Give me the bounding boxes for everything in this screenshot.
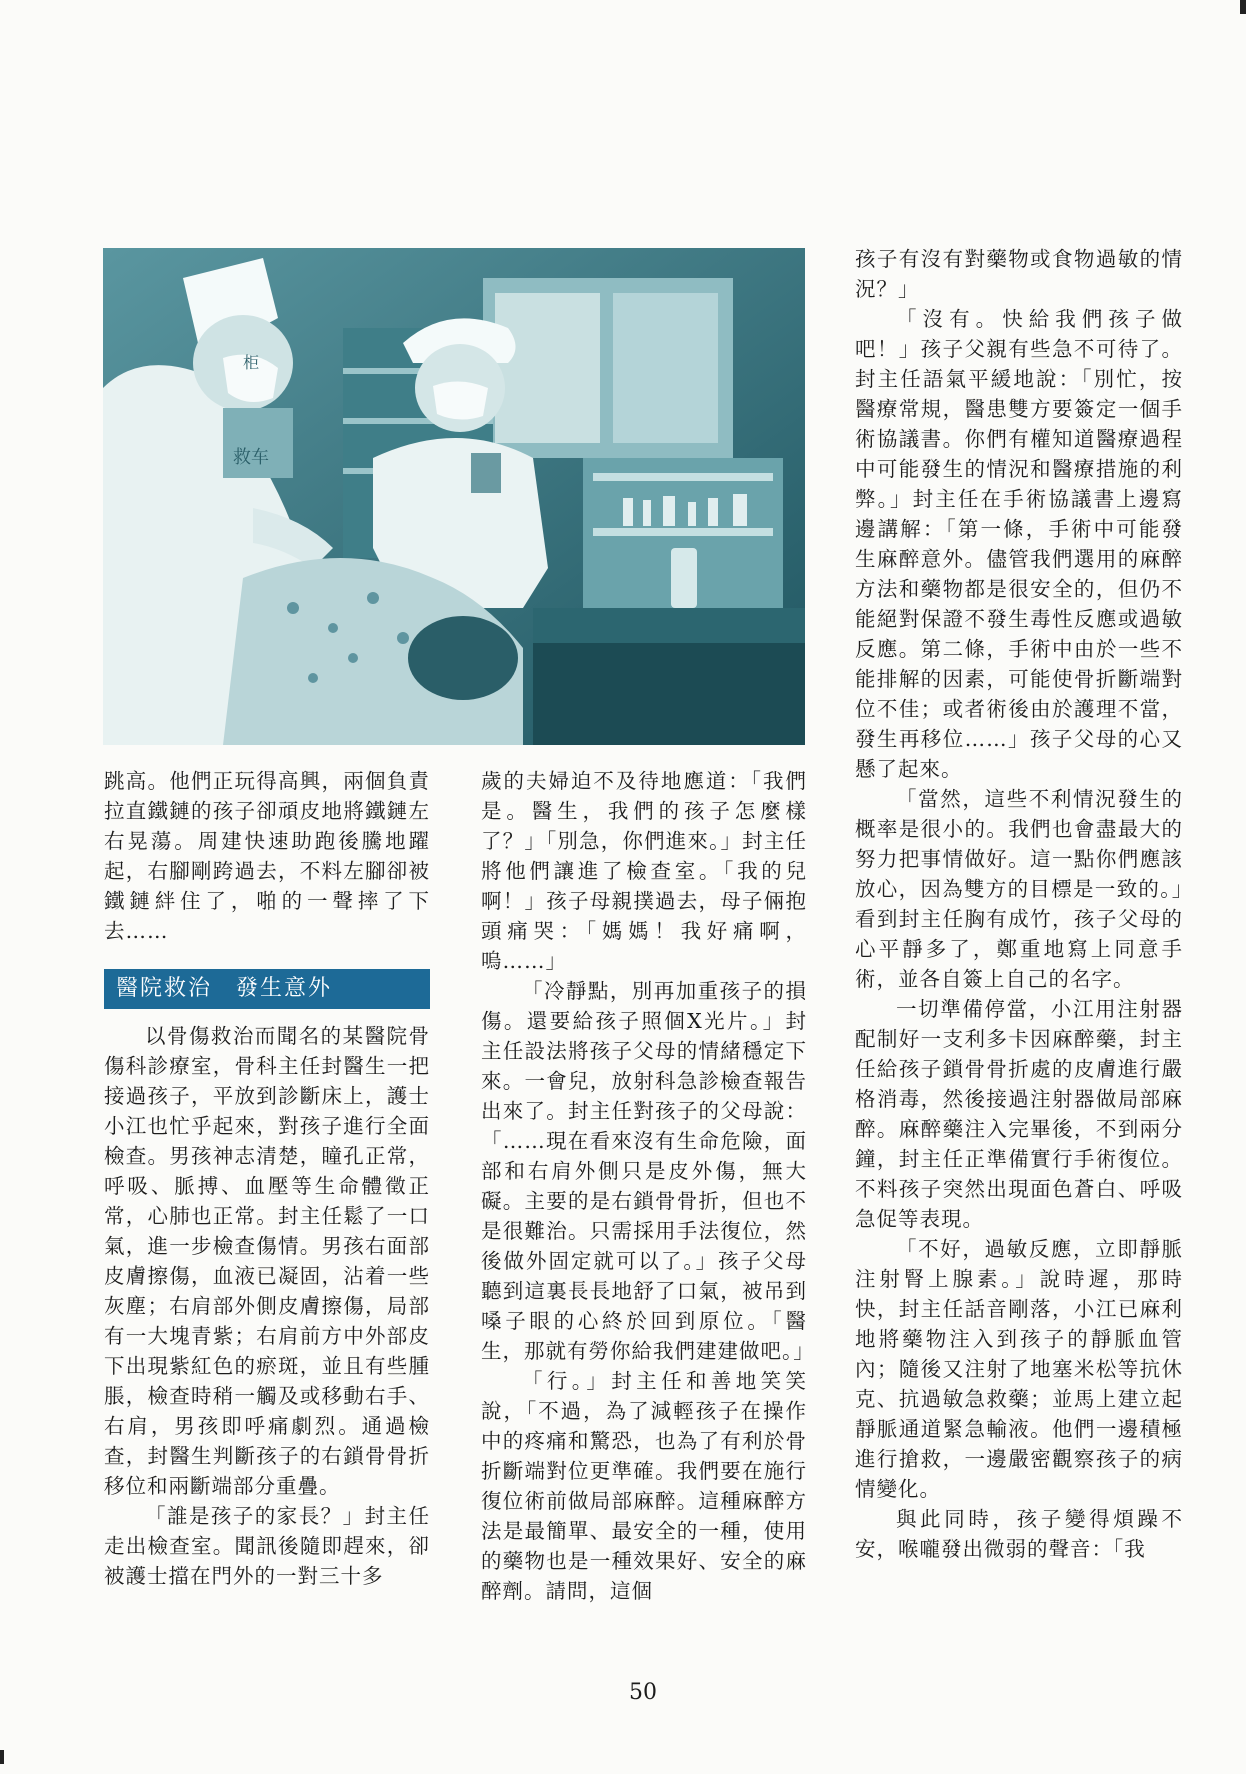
text-column-3 — [855, 244, 1183, 1564]
paragraph: 「行。」封主任和善地笑笑說，「不過，為了減輕孩子在操作中的疼痛和驚恐，也為了有利於骨折斷端對位更準確。我們要在施行復位術前做局部麻醉。這種麻醉方法是最簡單、最安全的一種，使用的藥物也是一種效果好、安全的麻醉劑。請問，這個 — [481, 1369, 807, 1603]
section-heading: 醫院救治 發生意外 — [104, 969, 430, 1009]
paragraph: 「冷靜點，別再加重孩子的損傷。還要給孩子照個X光片。」封主任設法將孩子父母的情緒穩定下來。一會兒，放射科急診檢查報告出來了。封主任對孩子的父母說：「……現在看來沒有生命危險，面部和右肩外側只是皮外傷，無大礙。主要的是右鎖骨骨折，但也不是很難治。只需採用手法復位，然後做外固定就可以了。」孩子父母聽到這裏長長地舒了口氣，被吊到嗓子眼的心終於回到原位。「醫生，那就有勞你給我們建建做吧。」 — [481, 979, 815, 1363]
paragraph: 「不好，過敏反應，立即靜脈注射腎上腺素。」說時遲，那時快，封主任話音剛落，小江已麻利地將藥物注入到孩子的靜脈血管內；隨後又注射了地塞米松等抗休克、抗過敏急救藥；並馬上建立起靜脈通道緊急輸液。他們一邊積極進行搶救，一邊嚴密觀察孩子的病情變化。 — [855, 1237, 1183, 1501]
paragraph: 歲的夫婦迫不及待地應道：「我們是。醫生，我們的孩子怎麼樣了？」「別急，你們進來。」封主任將他們讓進了檢查室。「我的兒啊！」孩子母親撲過去，母子倆抱頭痛哭：「媽媽！我好痛啊，嗚……」 — [481, 769, 807, 973]
edge-crop-mark-bottom — [0, 1750, 4, 1764]
cabinet-label-text: 柜 — [243, 353, 260, 372]
paragraph: 以骨傷救治而聞名的某醫院骨傷科診療室，骨科主任封醫生一把接過孩子，平放到診斷床上，護士小江也忙乎起來，對孩子進行全面檢查。男孩神志清楚，瞳孔正常，呼吸、脈搏、血壓等生命體徵正常，心肺也正常。封主任鬆了一口氣，進一步檢查傷情。男孩右面部皮膚擦傷，血液已凝固，沾着一些灰塵；右肩部外側皮膚擦傷，局部有一大塊青紫；右肩前方中外部皮下出現紫紅色的瘀斑，並且有些腫脹，檢查時稍一觸及或移動右手、右肩，男孩即呼痛劇烈。通過檢查，封醫生判斷孩子的右鎖骨骨折移位和兩斷端部分重疊。 — [104, 1024, 430, 1498]
paragraph: 一切準備停當，小江用注射器配制好一支利多卡因麻醉藥，封主任給孩子鎖骨骨折處的皮膚進行嚴格消毒，然後接過注射器做局部麻醉。麻醉藥注入完畢後，不到兩分鐘，封主任正準備實行手術復位。不料孩子突然出現面色蒼白、呼吸急促等表現。 — [855, 997, 1183, 1231]
paragraph: 「當然，這些不利情況發生的概率是很小的。我們也會盡最大的努力把事情做好。這一點你們應該放心，因為雙方的目標是一致的。」看到封主任胸有成竹，孩子父母的心平靜多了，鄭重地寫上同意手術，並各自簽上自己的名字。 — [855, 787, 1183, 991]
text-column-1 — [104, 766, 430, 1591]
paragraph: 「沒有。快給我們孩子做吧！」孩子父親有些急不可待了。封主任語氣平緩地說：「別忙，按醫療常規，醫患雙方要簽定一個手術協議書。你們有權知道醫療過程中可能發生的情況和醫療措施的利弊。」封主任在手術協議書上邊寫邊講解：「第一條，手術中可能發生麻醉意外。儘管我們選用的麻醉方法和藥物都是很安全的，但仍不能絕對保證不發生毒性反應或過敏反應。第二條，手術中由於一些不能排解的因素，可能使骨折斷端對位不佳；或者術後由於護理不當，發生再移位……」孩子父母的心又懸了起來。 — [855, 307, 1183, 781]
paragraph: 「誰是孩子的家長？」封主任走出檢查室。聞訊後隨即趕來，卻被護士擋在門外的一對三十多 — [104, 1504, 430, 1588]
text-column-2 — [481, 766, 815, 1606]
paragraph: 與此同時，孩子變得煩躁不安，喉嚨發出微弱的聲音：「我 — [855, 1507, 1183, 1561]
article-photo — [103, 248, 805, 745]
paragraph: 跳高。他們正玩得高興，兩個負責拉直鐵鏈的孩子卻頑皮地將鐵鏈左右晃蕩。周建快速助跑後騰地躍起，右腳剛跨過去，不料左腳卻被鐵鏈絆住了，啪的一聲摔了下去…… — [104, 769, 430, 943]
edge-crop-mark — [1240, 0, 1246, 14]
wall-sign-text: 救车 — [233, 447, 269, 468]
paragraph: 孩子有沒有對藥物或食物過敏的情況？」 — [855, 247, 1183, 301]
page-number: 50 — [629, 1680, 657, 1705]
